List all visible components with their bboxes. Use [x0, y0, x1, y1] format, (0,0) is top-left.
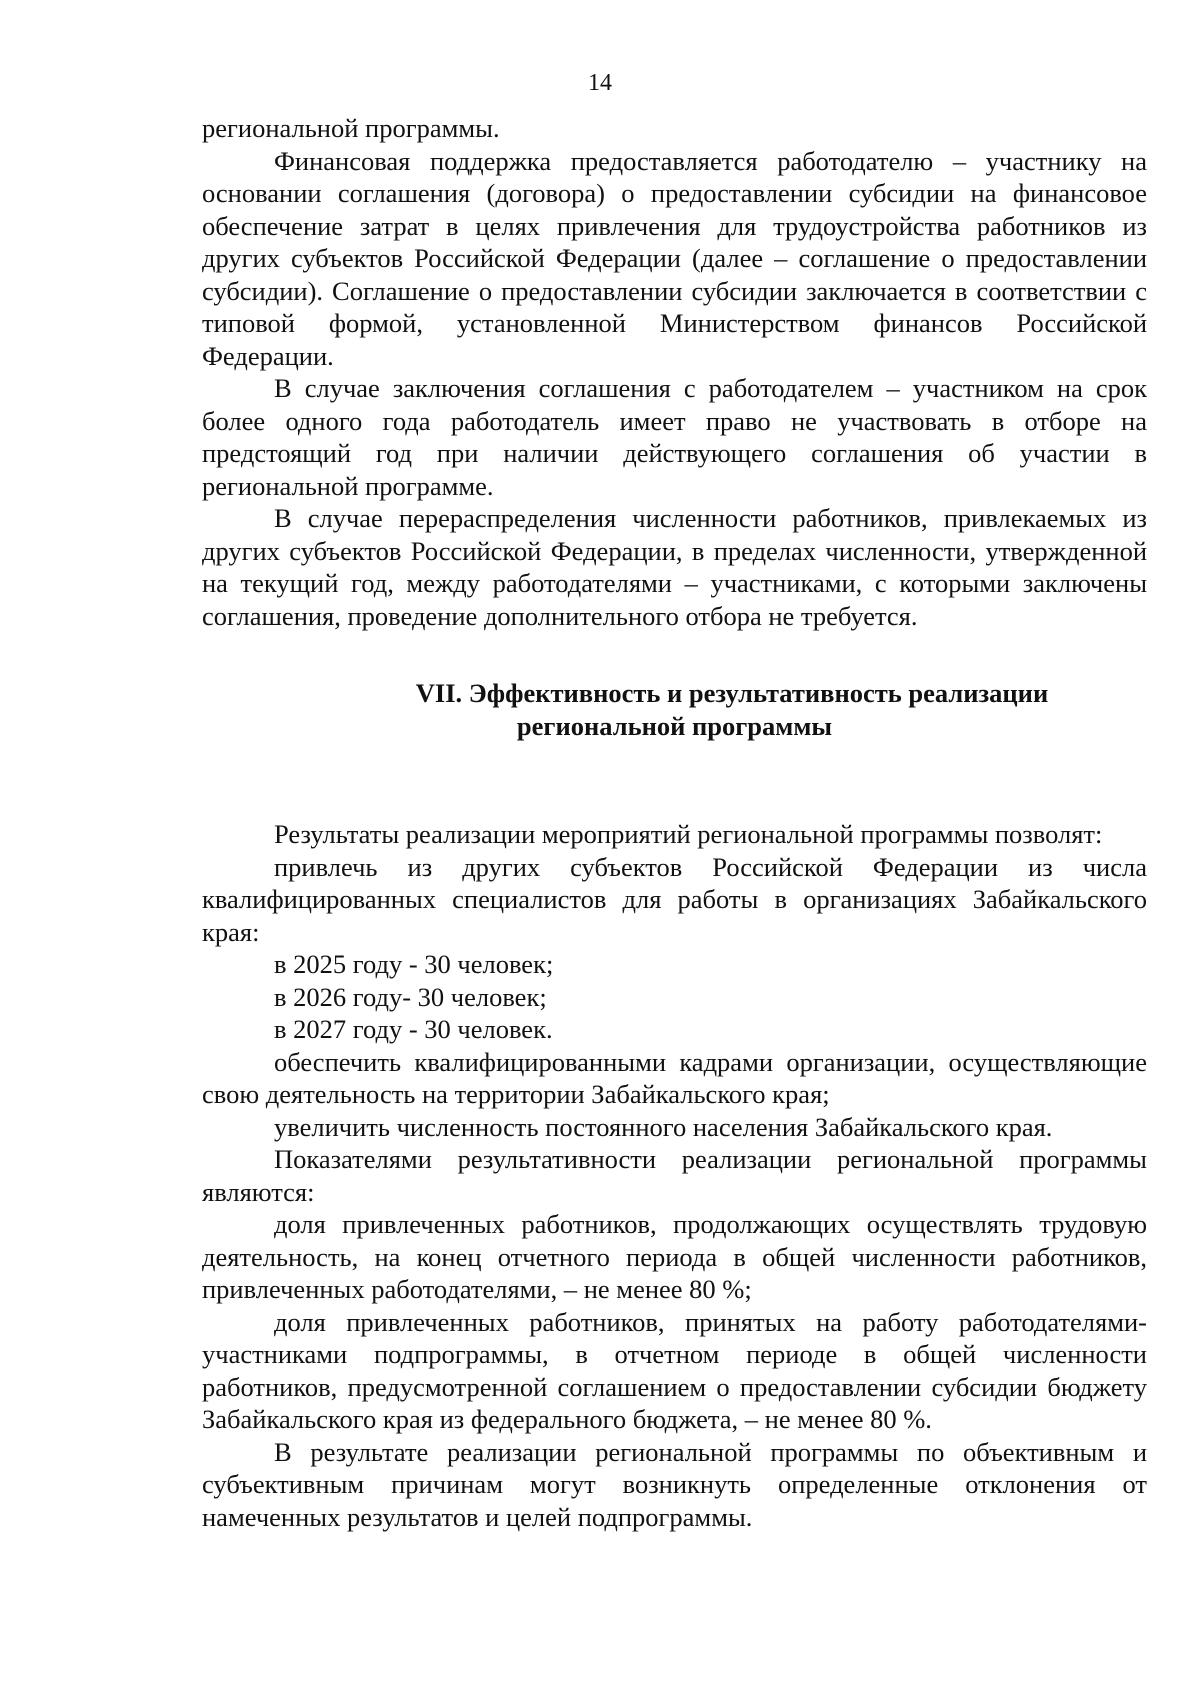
paragraph: увеличить численность постоянного населения Забайкальского края.	[274, 1111, 1053, 1142]
paragraph: в 2025 году - 30 человек;	[274, 949, 554, 979]
paragraphs-before-section	[202, 112, 1147, 632]
section-heading-line-2: региональной программы	[516, 711, 833, 741]
paragraph: в 2026 году- 30 человек;	[274, 981, 547, 1012]
paragraph: Результаты реализации мероприятий региональной программы позволят:	[274, 819, 1103, 849]
page-body	[202, 112, 1147, 1533]
paragraph: региональной программы.	[202, 113, 500, 143]
paragraph: доля привлеченных работников, принятых на работу работодателями-участниками подпрограммы, в отчетном периоде в общей численности работников, предусмотренной соглашением о предоставлении субсидии бюджету Забайкальского края из федерального бюджета, – не менее 80 %.	[202, 1306, 1147, 1434]
paragraph: обеспечить квалифицированными кадрами организации, осуществляющие свою деятельность на территории Забайкальского края;	[202, 1046, 1147, 1109]
paragraph: Показателями результативности реализации региональной программы являются:	[202, 1144, 1147, 1207]
section-heading-line-1: VII. Эффективность и результативность реализации	[415, 678, 1049, 708]
page-number: 14	[588, 70, 612, 96]
paragraph: доля привлеченных работников, продолжающих осуществлять трудовую деятельность, на конец отчетного периода в общей численности работников, привлеченных работодателями, – не менее 80 %;	[202, 1209, 1147, 1304]
paragraph: привлечь из других субъектов Российской Федерации из числа квалифицированных специалистов для работы в организациях Забайкальского края:	[202, 851, 1147, 947]
paragraph: В результате реализации региональной программы по объективным и субъективным причинам могут возникнуть определенные отклонения от намеченных результатов и целей подпрограммы.	[202, 1436, 1147, 1532]
paragraph: В случае перераспределения численности работников, привлекаемых из других субъектов Российской Федерации, в пределах численности, утвержденной на текущий год, между работодателями – участниками, с которыми заключены соглашения, проведение дополнительного отбора не требуется.	[202, 503, 1147, 631]
paragraph: Финансовая поддержка предоставляется работодателю – участнику на основании соглашения (договора) о предоставлении субсидии на финансовое обеспечение затрат в целях привлечения для трудоустройства работников из других субъектов Российской Федерации (далее – соглашение о предоставлении субсидии). Соглашение о предоставлении субсидии заключается в соответствии с типовой формой, установленной Министерством финансов Российской Федерации.	[202, 145, 1147, 371]
section-heading	[202, 677, 1147, 743]
paragraph: В случае заключения соглашения с работодателем – участником на срок более одного года работодатель имеет право не участвовать в отборе на предстоящий год при наличии действующего соглашения об участии в региональной программе.	[202, 373, 1147, 501]
paragraphs-after-section	[202, 818, 1147, 1533]
paragraph: в 2027 году - 30 человек.	[274, 1014, 553, 1044]
